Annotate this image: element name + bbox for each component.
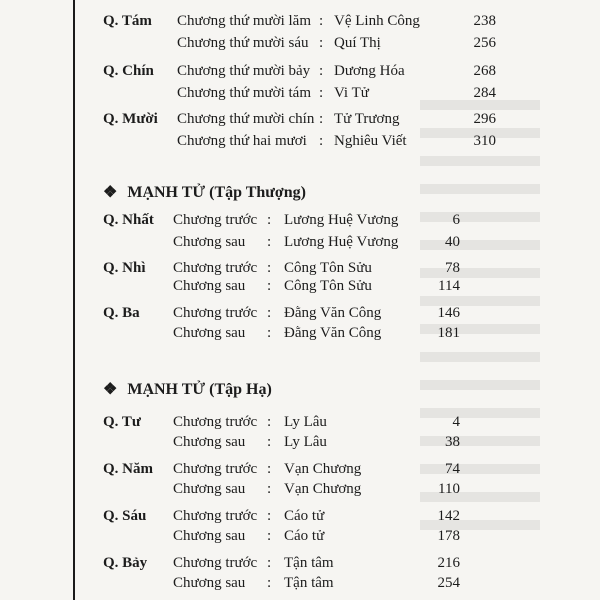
toc-row bbox=[0, 505, 600, 527]
toc-row bbox=[0, 108, 600, 130]
toc-row bbox=[0, 572, 600, 594]
separator: : bbox=[267, 278, 272, 294]
quyen-label: Q. Bảy bbox=[103, 555, 148, 571]
toc-row bbox=[0, 275, 600, 297]
chapter-title: Quí Thị bbox=[334, 35, 381, 51]
quyen-label: Q. Sáu bbox=[103, 508, 147, 524]
chapter-name: Chương thứ hai mươi bbox=[177, 133, 307, 149]
page-number: 181 bbox=[437, 325, 460, 341]
toc-row bbox=[0, 478, 600, 500]
separator: : bbox=[267, 528, 272, 544]
toc-row bbox=[0, 302, 600, 324]
page-number: 40 bbox=[445, 234, 460, 250]
page-number: 74 bbox=[445, 461, 460, 477]
chapter-name: Chương thứ mười sáu bbox=[177, 35, 309, 51]
chapter-title: Lương Huệ Vương bbox=[284, 234, 399, 250]
quyen-label: Q. Tám bbox=[103, 13, 152, 29]
toc-row bbox=[0, 10, 600, 32]
chapter-title: Ly Lâu bbox=[284, 434, 327, 450]
chapter-name: Chương sau bbox=[173, 528, 246, 544]
separator: : bbox=[319, 111, 324, 127]
section-title: MẠNH TỬ (Tập Hạ) bbox=[127, 381, 272, 398]
chapter-title: Tận tâm bbox=[284, 555, 334, 571]
chapter-name: Chương trước bbox=[173, 260, 258, 276]
separator: : bbox=[319, 13, 324, 29]
separator: : bbox=[319, 133, 324, 149]
section-title: MẠNH TỬ (Tập Thượng) bbox=[127, 184, 306, 201]
separator: : bbox=[267, 508, 272, 524]
separator: : bbox=[319, 35, 324, 51]
chapter-title: Vạn Chương bbox=[284, 481, 362, 497]
chapter-name: Chương thứ mười chín bbox=[177, 111, 315, 127]
toc-row bbox=[0, 411, 600, 433]
toc-row bbox=[0, 458, 600, 480]
chapter-name: Chương trước bbox=[173, 212, 258, 228]
separator: : bbox=[267, 305, 272, 321]
section-heading bbox=[103, 379, 272, 399]
separator: : bbox=[267, 555, 272, 571]
toc-row bbox=[0, 209, 600, 231]
chapter-name: Chương trước bbox=[173, 305, 258, 321]
page-number: 110 bbox=[438, 481, 460, 497]
chapter-title: Cáo tử bbox=[284, 508, 325, 524]
page-number: 284 bbox=[473, 85, 496, 101]
chapter-name: Chương thứ mười lăm bbox=[177, 13, 312, 29]
quyen-label: Q. Tư bbox=[103, 414, 141, 430]
chapter-title: Đằng Văn Công bbox=[284, 325, 382, 341]
page-number: 178 bbox=[437, 528, 460, 544]
quyen-label: Q. Chín bbox=[103, 63, 154, 79]
chapter-name: Chương trước bbox=[173, 414, 258, 430]
chapter-title: Vi Tử bbox=[334, 85, 369, 101]
page-number: 268 bbox=[473, 63, 496, 79]
separator: : bbox=[267, 461, 272, 477]
page-number: 216 bbox=[437, 555, 460, 571]
chapter-name: Chương trước bbox=[173, 555, 258, 571]
chapter-name: Chương sau bbox=[173, 278, 246, 294]
separator: : bbox=[267, 234, 272, 250]
quyen-label: Q. Nhì bbox=[103, 260, 146, 276]
chapter-name: Chương sau bbox=[173, 434, 246, 450]
chapter-name: Chương trước bbox=[173, 508, 258, 524]
page-number: 238 bbox=[473, 13, 496, 29]
separator: : bbox=[319, 85, 324, 101]
chapter-title: Tử Trương bbox=[334, 111, 400, 127]
page-number: 310 bbox=[473, 133, 496, 149]
diamond-bullet-icon: ❖ bbox=[103, 381, 118, 398]
toc-row bbox=[0, 322, 600, 344]
toc-row bbox=[0, 552, 600, 574]
chapter-title: Vệ Linh Công bbox=[334, 13, 420, 29]
page-number: 142 bbox=[437, 508, 460, 524]
page-number: 296 bbox=[473, 111, 496, 127]
chapter-title: Lương Huệ Vương bbox=[284, 212, 399, 228]
separator: : bbox=[267, 260, 272, 276]
chapter-name: Chương sau bbox=[173, 575, 246, 591]
toc-row bbox=[0, 525, 600, 547]
quyen-label: Q. Mười bbox=[103, 111, 158, 127]
chapter-name: Chương sau bbox=[173, 325, 246, 341]
page-number: 254 bbox=[437, 575, 460, 591]
page-number: 6 bbox=[452, 212, 460, 228]
page-number: 114 bbox=[438, 278, 460, 294]
chapter-name: Chương trước bbox=[173, 461, 258, 477]
quyen-label: Q. Ba bbox=[103, 305, 140, 321]
chapter-title: Vạn Chương bbox=[284, 461, 362, 477]
page-number: 4 bbox=[452, 414, 460, 430]
chapter-title: Đằng Văn Công bbox=[284, 305, 382, 321]
chapter-name: Chương sau bbox=[173, 481, 246, 497]
chapter-name: Chương thứ mười bảy bbox=[177, 63, 311, 79]
quyen-label: Q. Năm bbox=[103, 461, 153, 477]
section-heading bbox=[103, 182, 306, 202]
toc-row bbox=[0, 231, 600, 253]
separator: : bbox=[267, 325, 272, 341]
page-number: 78 bbox=[445, 260, 460, 276]
separator: : bbox=[267, 212, 272, 228]
diamond-bullet-icon: ❖ bbox=[103, 184, 118, 201]
toc-row bbox=[0, 130, 600, 152]
chapter-title: Ly Lâu bbox=[284, 414, 327, 430]
chapter-title: Công Tôn Sửu bbox=[284, 278, 372, 294]
quyen-label: Q. Nhất bbox=[103, 212, 154, 228]
toc-row bbox=[0, 431, 600, 453]
page-number: 256 bbox=[473, 35, 496, 51]
separator: : bbox=[267, 481, 272, 497]
toc-row bbox=[0, 60, 600, 82]
chapter-title: Dương Hóa bbox=[334, 63, 405, 79]
chapter-name: Chương thứ mười tám bbox=[177, 85, 312, 101]
chapter-title: Công Tôn Sửu bbox=[284, 260, 372, 276]
chapter-title: Tận tâm bbox=[284, 575, 334, 591]
page-number: 146 bbox=[437, 305, 460, 321]
separator: : bbox=[267, 575, 272, 591]
toc-row bbox=[0, 82, 600, 104]
separator: : bbox=[267, 414, 272, 430]
separator: : bbox=[319, 63, 324, 79]
separator: : bbox=[267, 434, 272, 450]
chapter-title: Nghiêu Viết bbox=[334, 133, 407, 149]
page-number: 38 bbox=[445, 434, 460, 450]
chapter-title: Cáo tử bbox=[284, 528, 325, 544]
toc-row bbox=[0, 32, 600, 54]
chapter-name: Chương sau bbox=[173, 234, 246, 250]
